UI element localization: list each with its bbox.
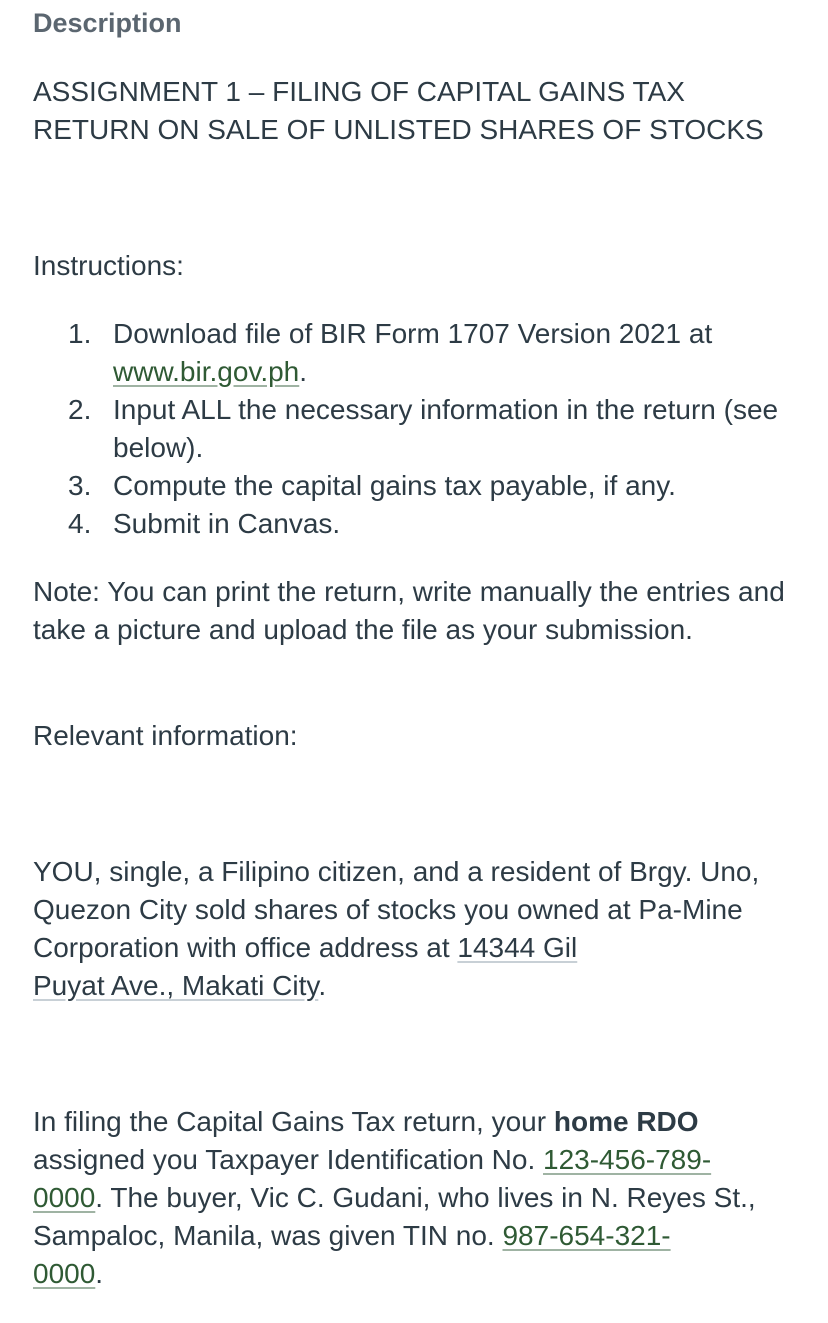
- step-number: 3.: [68, 470, 92, 501]
- seller-text-end: .: [318, 970, 327, 1001]
- step-number: 4.: [68, 508, 92, 539]
- buyer-text: . The buyer, Vic C. Gudani, who lives in N. Reyes St., Sampaloc, Manila, was given TIN no.: [33, 1182, 756, 1251]
- list-item: [33, 391, 803, 467]
- instructions-label: Instructions:: [33, 250, 184, 281]
- step-number: 2.: [68, 394, 92, 425]
- tin-text-mid: assigned you Taxpayer Identification No.: [33, 1144, 544, 1175]
- step-text: Input ALL the necessary information in the return (see below).: [113, 394, 779, 463]
- step-text: Compute the capital gains tax payable, if any.: [113, 470, 676, 501]
- buyer-tin-link-cont[interactable]: 0000: [33, 1258, 96, 1289]
- seller-text: YOU, single, a Filipino citizen, and a resident of Brgy. Uno, Quezon City sold shares of stocks you owned at Pa-Mine Corporation with office address at: [33, 856, 760, 963]
- tin-text-end: .: [95, 1258, 104, 1289]
- list-item: [33, 505, 803, 543]
- buyer-tin-link[interactable]: 987-654-321-: [502, 1220, 671, 1251]
- assignment-title-line-2: RETURN ON SALE OF UNLISTED SHARES OF STOCKS: [33, 114, 764, 145]
- list-item: [33, 315, 803, 391]
- step-number: 1.: [68, 318, 92, 349]
- note-paragraph: Note: You can print the return, write manually the entries and take a picture and upload the file as your submission.: [33, 576, 785, 645]
- step-text: Download file of BIR Form 1707 Version 2021 at: [113, 318, 713, 349]
- home-rdo-emphasis: home RDO: [553, 1106, 699, 1137]
- section-heading: Description: [33, 8, 182, 38]
- assignment-title-line-1: ASSIGNMENT 1 – FILING OF CAPITAL GAINS TAX: [33, 76, 685, 107]
- step-text-end: .: [299, 356, 308, 387]
- company-address-cont: Puyat Ave., Makati City: [33, 970, 319, 1001]
- relevant-information-label: Relevant information:: [33, 720, 298, 751]
- seller-tin-link-cont[interactable]: 0000: [33, 1182, 96, 1213]
- instructions-list: [33, 315, 803, 543]
- tin-text-start: In filing the Capital Gains Tax return, your: [33, 1106, 554, 1137]
- list-item: [33, 467, 803, 505]
- company-address: 14344 Gil: [457, 932, 578, 963]
- seller-information-paragraph: [33, 853, 803, 1005]
- bir-website-link[interactable]: www.bir.gov.ph: [113, 356, 300, 387]
- seller-tin-link[interactable]: 123-456-789-: [543, 1144, 712, 1175]
- tin-information-paragraph: [33, 1103, 803, 1293]
- assignment-title: [33, 73, 803, 149]
- step-text: Submit in Canvas.: [113, 508, 341, 539]
